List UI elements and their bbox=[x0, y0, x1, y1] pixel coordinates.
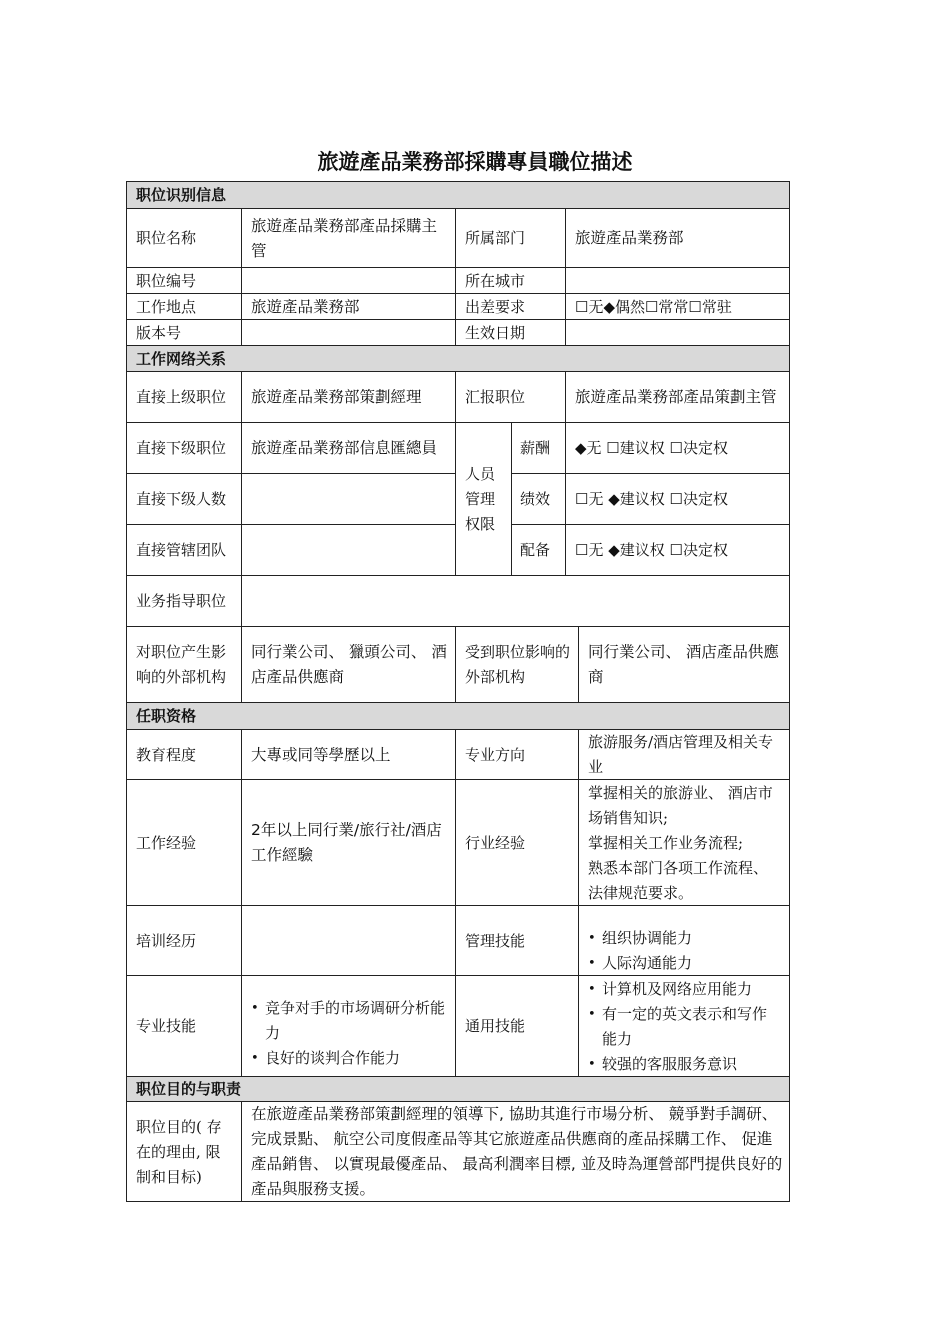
row-divider bbox=[127, 267, 789, 268]
position-name-value: 旅遊產品業務部產品採購主管 bbox=[251, 216, 438, 260]
work-place-value: 旅遊產品業務部 bbox=[251, 297, 360, 316]
general-skills-label: 通用技能 bbox=[465, 1017, 526, 1035]
professional-skill-item: • 良好的谈判合作能力 bbox=[251, 1046, 447, 1071]
subordinate-label: 直接下级职位 bbox=[136, 439, 227, 457]
row-divider bbox=[127, 319, 789, 320]
training-value bbox=[242, 906, 456, 976]
major-label: 专业方向 bbox=[465, 745, 526, 764]
column-divider bbox=[578, 627, 579, 703]
column-divider bbox=[241, 372, 242, 703]
column-divider bbox=[455, 372, 456, 576]
row-divider bbox=[127, 345, 789, 346]
external-affect-value: 同行業公司、 獵頭公司、 酒店產品供應商 bbox=[251, 643, 447, 686]
industry-experience-line: 掌握相关的旅游业、 酒店市场销售知识; bbox=[588, 783, 773, 827]
general-skill-item: • 计算机及网络应用能力 bbox=[588, 977, 780, 1002]
column-divider bbox=[241, 1102, 242, 1202]
general-skill-item: • 较强的客服服务意识 bbox=[588, 1052, 780, 1077]
superior-label: 直接上级职位 bbox=[136, 388, 227, 406]
professional-skill-item: • 竞争对手的市场调研分析能力 bbox=[251, 996, 447, 1046]
section-header-purpose: 职位目的与职责 bbox=[127, 1077, 789, 1102]
professional-skills-label: 专业技能 bbox=[136, 1017, 197, 1035]
training-label: 培训经历 bbox=[136, 931, 197, 950]
work-experience-value: 2年以上同行業/旅行社/酒店工作經驗 bbox=[251, 821, 442, 864]
row-divider bbox=[127, 208, 789, 209]
subordinate-count-value bbox=[242, 474, 456, 525]
salary-authority-value: ◆无 ☐建议权 ☐决定权 bbox=[575, 439, 728, 457]
row-divider bbox=[127, 1076, 789, 1077]
city-label: 所在城市 bbox=[465, 271, 526, 290]
staffing-authority-value: ☐无 ◆建议权 ☐决定权 bbox=[575, 541, 728, 559]
external-affected-value: 同行業公司、 酒店產品供應商 bbox=[588, 643, 779, 686]
education-label: 教育程度 bbox=[136, 745, 197, 764]
column-divider bbox=[565, 209, 566, 346]
industry-experience-value bbox=[579, 780, 789, 906]
position-code-value bbox=[242, 268, 456, 294]
section-header-identity: 职位识别信息 bbox=[127, 182, 789, 209]
major-value: 旅游服务/酒店管理及相关专业 bbox=[588, 733, 774, 776]
row-divider bbox=[127, 473, 456, 474]
row-divider bbox=[127, 422, 789, 423]
industry-experience-line: 熟悉本部门各项工作流程、 法律规范要求。 bbox=[588, 858, 769, 902]
row-divider bbox=[127, 575, 789, 576]
team-label: 直接管辖团队 bbox=[136, 541, 227, 559]
management-skill-item: • 组织协调能力 bbox=[588, 926, 780, 951]
column-divider bbox=[241, 209, 242, 346]
report-value: 旅遊產品業務部產品策劃主管 bbox=[575, 388, 777, 406]
row-divider bbox=[127, 975, 789, 976]
column-divider bbox=[455, 209, 456, 346]
management-skill-item: • 人际沟通能力 bbox=[588, 951, 780, 976]
column-divider bbox=[511, 423, 512, 576]
industry-experience-line: 掌握相关工作业务流程; bbox=[588, 833, 744, 852]
report-label: 汇报职位 bbox=[465, 388, 526, 406]
travel-value: ☐无◆偶然☐常常☐常驻 bbox=[575, 297, 732, 316]
position-code-label: 职位编号 bbox=[136, 271, 197, 290]
section-header-qualification: 任职资格 bbox=[127, 703, 789, 730]
column-divider bbox=[241, 730, 242, 1077]
subordinate-count-label: 直接下级人数 bbox=[136, 490, 227, 508]
page-title: 旅遊產品業務部採購專員職位描述 bbox=[317, 150, 633, 174]
education-value: 大專或同等學歷以上 bbox=[251, 745, 391, 764]
row-divider bbox=[512, 473, 789, 474]
city-value bbox=[566, 268, 789, 294]
performance-label: 绩效 bbox=[520, 490, 551, 508]
department-value: 旅遊產品業務部 bbox=[575, 229, 684, 247]
purpose-label: 职位目的( 存在的理由, 限制和目标) bbox=[136, 1117, 222, 1186]
column-divider bbox=[455, 627, 456, 703]
management-skills-label: 管理技能 bbox=[465, 931, 526, 950]
row-divider bbox=[127, 1101, 789, 1102]
job-description-table bbox=[126, 181, 790, 1202]
professional-skills-value bbox=[242, 976, 456, 1077]
authority-label: 人员管理权限 bbox=[465, 465, 496, 533]
purpose-value: 在旅遊產品業務部策劃經理的領導下, 協助其進行市場分析、 競爭對手調研、 完成景點、 航空公司度假產品等其它旅遊產品供應商的產品採購工作、 促進產品銷售、 以實現最優產品、 最高利潤率目標, 並及時為運營部門提供良好的產品與服務支援。 bbox=[251, 1105, 783, 1198]
row-divider bbox=[127, 779, 789, 780]
row-divider bbox=[127, 702, 789, 703]
row-divider bbox=[127, 371, 789, 372]
performance-authority-value: ☐无 ◆建议权 ☐决定权 bbox=[575, 490, 728, 508]
work-place-label: 工作地点 bbox=[136, 297, 197, 316]
row-divider bbox=[512, 524, 789, 525]
subordinate-value: 旅遊產品業務部信息匯總員 bbox=[251, 439, 438, 457]
column-divider bbox=[455, 730, 456, 1077]
guide-label: 业务指导职位 bbox=[136, 592, 227, 610]
row-divider bbox=[127, 524, 456, 525]
work-experience-label: 工作经验 bbox=[136, 833, 197, 852]
general-skill-item: • 有一定的英文表示和写作能力 bbox=[588, 1002, 780, 1052]
position-name-label: 职位名称 bbox=[136, 229, 197, 247]
department-label: 所属部门 bbox=[465, 229, 526, 247]
row-divider bbox=[127, 729, 789, 730]
row-divider bbox=[127, 293, 789, 294]
travel-label: 出差要求 bbox=[465, 297, 526, 316]
effective-date-value bbox=[566, 320, 789, 346]
row-divider bbox=[127, 905, 789, 906]
staffing-label: 配备 bbox=[520, 541, 551, 559]
column-divider bbox=[565, 372, 566, 576]
row-divider bbox=[127, 626, 789, 627]
external-affected-label: 受到职位影响的外部机构 bbox=[465, 643, 571, 686]
industry-experience-label: 行业经验 bbox=[465, 833, 526, 852]
salary-label: 薪酬 bbox=[520, 439, 551, 457]
guide-value bbox=[242, 576, 789, 627]
column-divider bbox=[578, 730, 579, 1077]
general-skills-value bbox=[579, 976, 789, 1077]
version-value bbox=[242, 320, 456, 346]
section-header-network: 工作网络关系 bbox=[127, 346, 789, 372]
version-label: 版本号 bbox=[136, 323, 182, 342]
management-skills-value bbox=[579, 906, 789, 976]
external-affect-label: 对职位产生影响的外部机构 bbox=[136, 643, 227, 686]
superior-value: 旅遊產品業務部策劃經理 bbox=[251, 388, 422, 406]
team-value bbox=[242, 525, 456, 576]
effective-date-label: 生效日期 bbox=[465, 323, 526, 342]
